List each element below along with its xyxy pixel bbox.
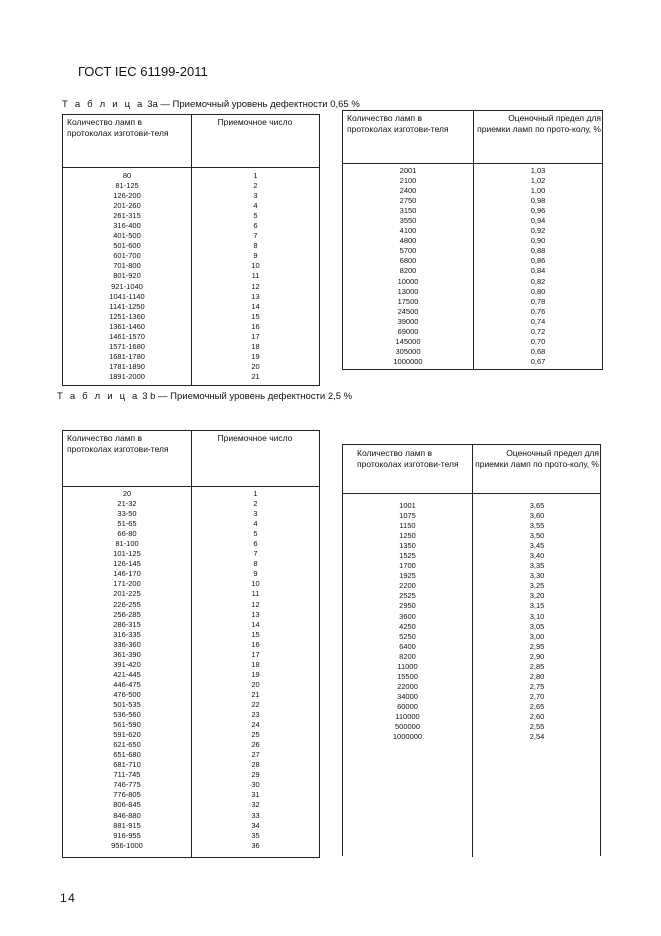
- table-cell: 15500: [397, 671, 418, 681]
- table-cell: 0,96: [530, 206, 546, 216]
- table-cell: 81-125: [115, 181, 139, 191]
- table-cell: 3: [253, 191, 258, 201]
- table-cell: 2,65: [529, 701, 545, 711]
- table-cell: 19: [251, 351, 260, 361]
- table-cell: 776-805: [113, 790, 141, 800]
- table-cell: 34: [251, 820, 260, 830]
- table-cell: 8: [253, 241, 258, 251]
- table-cell: 881-915: [113, 820, 141, 830]
- table-cell: 1150: [399, 521, 416, 531]
- table-cell: 32: [251, 800, 260, 810]
- table-cell: 1,02: [530, 176, 546, 186]
- table-cell: 621-650: [113, 740, 141, 750]
- table-cell: 11: [251, 271, 260, 281]
- table-cell: 24500: [397, 306, 419, 316]
- column-header-acceptance-number: Приемочное число: [217, 433, 293, 443]
- table-cell: 0,68: [530, 346, 546, 356]
- table-cell: 0,67: [530, 356, 546, 366]
- caption-text: 3 b — Приемочный уровень дефектности 2,5 %: [142, 391, 353, 402]
- table-cell: 1781-1890: [109, 361, 145, 371]
- table-cell: 711-745: [113, 770, 141, 780]
- table-cell: 651-680: [113, 750, 141, 760]
- table-cell: 9: [253, 251, 258, 261]
- table-cell: 336-360: [113, 639, 141, 649]
- table-cell: 1350: [399, 541, 416, 551]
- table-cell: 126-200: [113, 191, 141, 201]
- table-cell: 8: [253, 559, 258, 569]
- table-cell: 1075: [399, 511, 416, 521]
- table-cell: 3,60: [529, 511, 545, 521]
- table-cell: 2: [253, 181, 258, 191]
- header-separator: [63, 167, 319, 168]
- table-cell: 12: [251, 281, 260, 291]
- table-cell: 7: [253, 549, 258, 559]
- table-cell: 0,90: [530, 236, 546, 246]
- table-cell: 0,88: [530, 246, 546, 256]
- table-cell: 3: [253, 509, 258, 519]
- lamp-count-column: [343, 166, 473, 367]
- table-cell: 11: [251, 589, 260, 599]
- table-cell: 146-170: [113, 569, 141, 579]
- table-cell: 0,94: [530, 216, 546, 226]
- table-cell: 501-600: [113, 241, 141, 251]
- table-cell: 1925: [399, 571, 416, 581]
- table-cell: 3,10: [529, 611, 545, 621]
- table-3b-right: [342, 444, 601, 856]
- table-cell: 1525: [399, 551, 416, 561]
- table-cell: 10: [251, 261, 260, 271]
- table-cell: 316-400: [113, 221, 141, 231]
- table-cell: 33: [251, 810, 260, 820]
- table-cell: 23: [251, 710, 260, 720]
- table-cell: 13000: [397, 286, 419, 296]
- table-cell: 0,86: [530, 256, 546, 266]
- table-cell: 2950: [399, 601, 416, 611]
- table-cell: 2,54: [529, 732, 545, 742]
- table-cell: 501-535: [113, 699, 141, 709]
- table-cell: 30: [251, 780, 260, 790]
- table-cell: 806-845: [113, 800, 141, 810]
- table-cell: 17: [251, 331, 260, 341]
- table-cell: 1,00: [530, 186, 546, 196]
- table-cell: 956-1000: [111, 840, 143, 850]
- table-cell: 31: [251, 790, 260, 800]
- table-cell: 21-32: [117, 499, 137, 509]
- table-cell: 536-560: [113, 710, 141, 720]
- table-cell: 6: [253, 221, 258, 231]
- table-cell: 2525: [399, 591, 416, 601]
- column-header-lamp-count: Количество ламп в протоколах изготови-теля: [347, 113, 449, 134]
- table-cell: 6400: [399, 641, 416, 651]
- table-cell: 401-500: [113, 231, 141, 241]
- table-cell: 3,50: [529, 531, 545, 541]
- table-cell: 81-100: [115, 539, 139, 549]
- table-cell: 1000000: [393, 356, 423, 366]
- table-cell: 21: [251, 689, 260, 699]
- table-cell: 3,30: [529, 571, 545, 581]
- table-cell: 110000: [395, 711, 420, 721]
- table-cell: 8200: [399, 651, 416, 661]
- table-cell: 66-80: [117, 529, 137, 539]
- table-cell: 3,40: [529, 551, 545, 561]
- table-cell: 2,70: [529, 691, 545, 701]
- table-cell: 18: [251, 341, 260, 351]
- table-cell: 1681-1780: [109, 351, 145, 361]
- table-cell: 0,92: [530, 226, 546, 236]
- lamp-count-column: [63, 171, 191, 382]
- table-cell: 601-700: [113, 251, 141, 261]
- table-cell: 13: [251, 291, 260, 301]
- table-cell: 3,55: [529, 521, 545, 531]
- table-3b-caption: [57, 391, 352, 402]
- table-3b-left: [62, 430, 320, 858]
- table-cell: 6800: [399, 256, 417, 266]
- table-cell: 1251-1360: [109, 311, 145, 321]
- table-cell: 316-335: [113, 629, 141, 639]
- table-cell: 1250: [399, 531, 416, 541]
- table-cell: 145000: [395, 336, 421, 346]
- table-cell: 0,80: [530, 286, 546, 296]
- table-cell: 2001: [399, 166, 417, 175]
- lamp-count-column: [343, 501, 472, 742]
- table-cell: 261-315: [113, 211, 141, 221]
- table-cell: 101-125: [113, 549, 141, 559]
- table-cell: 701-800: [113, 261, 141, 271]
- document-header: ГОСТ IEC 61199-2011: [78, 64, 208, 79]
- table-cell: 3,15: [529, 601, 545, 611]
- table-cell: 24: [251, 720, 260, 730]
- table-cell: 2200: [399, 581, 416, 591]
- table-cell: 36: [251, 840, 260, 850]
- table-cell: 1571-1680: [109, 341, 145, 351]
- header-separator: [343, 163, 602, 164]
- table-cell: 5: [253, 211, 258, 221]
- table-cell: 3,65: [529, 501, 545, 510]
- table-cell: 20: [251, 679, 260, 689]
- table-cell: 51-65: [117, 519, 137, 529]
- table-cell: 446-475: [113, 679, 141, 689]
- table-cell: 2750: [399, 196, 417, 206]
- table-cell: 286-315: [113, 619, 141, 629]
- table-cell: 2,80: [529, 671, 545, 681]
- table-cell: 256-285: [113, 609, 141, 619]
- table-cell: 11000: [397, 661, 418, 671]
- table-cell: 5250: [399, 631, 416, 641]
- table-cell: 0,72: [530, 326, 546, 336]
- table-cell: 2,60: [529, 711, 545, 721]
- table-cell: 361-390: [113, 649, 141, 659]
- table-cell: 14: [251, 619, 260, 629]
- table-cell: 3,20: [529, 591, 545, 601]
- header-separator: [343, 493, 600, 494]
- caption-word: Т а б л и ц а: [62, 99, 145, 110]
- table-cell: 2: [253, 499, 258, 509]
- table-cell: 0,98: [530, 196, 546, 206]
- table-cell: 20: [122, 489, 132, 498]
- table-cell: 0,78: [530, 296, 546, 306]
- table-cell: 19: [251, 669, 260, 679]
- table-cell: 28: [251, 760, 260, 770]
- column-header-lamp-count: Количество ламп в протоколах изготови-теля: [67, 117, 169, 138]
- table-cell: 1361-1460: [109, 321, 145, 331]
- table-cell: 1000000: [392, 732, 423, 742]
- table-cell: 3,00: [529, 631, 545, 641]
- table-cell: 22: [251, 699, 260, 709]
- table-cell: 1: [253, 171, 258, 180]
- table-cell: 201-225: [113, 589, 141, 599]
- table-cell: 3,25: [529, 581, 545, 591]
- table-3a-right: [342, 110, 603, 370]
- table-cell: 1141-1250: [109, 301, 145, 311]
- table-cell: 476-500: [113, 689, 141, 699]
- table-cell: 12: [251, 599, 260, 609]
- table-cell: 421-445: [113, 669, 141, 679]
- table-cell: 1041-1140: [109, 291, 145, 301]
- table-cell: 4100: [399, 226, 417, 236]
- column-header-lamp-count: Количество ламп в протоколах изготови-теля: [67, 433, 169, 454]
- table-cell: 5700: [399, 246, 417, 256]
- table-cell: 4: [253, 201, 258, 211]
- table-cell: 29: [251, 770, 260, 780]
- table-cell: 20: [251, 361, 260, 371]
- table-cell: 18: [251, 659, 260, 669]
- column-header-acceptance-number: Приемочное число: [217, 117, 293, 127]
- table-cell: 16: [251, 321, 260, 331]
- table-cell: 39000: [397, 316, 419, 326]
- acceptance-number-column: [192, 171, 319, 382]
- page-number: 14: [60, 891, 77, 905]
- table-cell: 1: [253, 489, 258, 498]
- table-cell: 500000: [394, 722, 421, 732]
- table-cell: 3600: [399, 611, 416, 621]
- table-cell: 2,90: [529, 651, 545, 661]
- table-cell: 2,95: [529, 641, 545, 651]
- table-cell: 15: [251, 629, 260, 639]
- table-cell: 4250: [399, 621, 416, 631]
- table-cell: 2400: [399, 186, 417, 196]
- table-cell: 27: [251, 750, 260, 760]
- table-cell: 1461-1570: [109, 331, 145, 341]
- column-header-acceptance-limit: Оценочный предел для приемки ламп по прото-колу, %: [477, 113, 601, 134]
- table-cell: 0,74: [530, 316, 546, 326]
- acceptance-limit-column: [473, 501, 601, 742]
- table-cell: 2,85: [529, 661, 545, 671]
- table-cell: 1700: [399, 561, 416, 571]
- table-cell: 25: [251, 730, 260, 740]
- table-cell: 305000: [395, 346, 421, 356]
- header-separator: [63, 486, 319, 487]
- table-cell: 3550: [399, 216, 417, 226]
- table-cell: 2100: [399, 176, 417, 186]
- acceptance-number-column: [192, 489, 319, 851]
- table-cell: 15: [251, 311, 260, 321]
- table-3a-left: [62, 114, 320, 386]
- table-cell: 3150: [399, 206, 417, 216]
- table-cell: 60000: [397, 701, 418, 711]
- table-cell: 3,35: [529, 561, 545, 571]
- table-cell: 10: [251, 579, 260, 589]
- table-3a-caption: [62, 99, 360, 110]
- table-cell: 14: [251, 301, 260, 311]
- caption-word: Т а б л и ц а: [57, 391, 140, 402]
- table-cell: 226-255: [113, 599, 141, 609]
- table-cell: 10000: [397, 276, 419, 286]
- table-cell: 921-1040: [111, 281, 143, 291]
- table-cell: 171-200: [113, 579, 141, 589]
- table-cell: 561-590: [113, 720, 141, 730]
- table-cell: 4: [253, 519, 258, 529]
- table-cell: 4800: [399, 236, 417, 246]
- table-cell: 916-955: [113, 830, 141, 840]
- table-cell: 21: [251, 371, 260, 381]
- table-cell: 846-880: [113, 810, 141, 820]
- table-cell: 3,45: [529, 541, 545, 551]
- table-cell: 17: [251, 649, 260, 659]
- table-cell: 9: [253, 569, 258, 579]
- table-cell: 69000: [397, 326, 419, 336]
- table-cell: 16: [251, 639, 260, 649]
- table-cell: 201-260: [113, 201, 141, 211]
- table-cell: 0,84: [530, 266, 546, 276]
- table-cell: 2,75: [529, 681, 545, 691]
- table-cell: 0,76: [530, 306, 546, 316]
- table-cell: 591-620: [113, 730, 141, 740]
- table-cell: 35: [251, 830, 260, 840]
- table-cell: 13: [251, 609, 260, 619]
- column-header-lamp-count: Количество ламп в протоколах изготови-теля: [357, 448, 459, 469]
- table-cell: 746-775: [113, 780, 141, 790]
- lamp-count-column: [63, 489, 191, 851]
- table-cell: 1891-2000: [109, 371, 145, 381]
- column-header-acceptance-limit: Оценочный предел для приемки ламп по прото-колу, %: [475, 448, 599, 469]
- table-cell: 6: [253, 539, 258, 549]
- table-cell: 1,03: [530, 166, 546, 175]
- table-cell: 801-920: [113, 271, 141, 281]
- table-cell: 126-145: [113, 559, 141, 569]
- table-cell: 8200: [399, 266, 417, 276]
- caption-text: 3а — Приемочный уровень дефектности 0,65 %: [147, 99, 360, 110]
- table-cell: 3,05: [529, 621, 545, 631]
- table-cell: 17500: [397, 296, 419, 306]
- table-cell: 33-50: [117, 509, 137, 519]
- table-cell: 5: [253, 529, 258, 539]
- table-cell: 22000: [397, 681, 418, 691]
- table-cell: 26: [251, 740, 260, 750]
- table-cell: 7: [253, 231, 258, 241]
- table-cell: 1001: [399, 501, 416, 510]
- table-cell: 34000: [397, 691, 418, 701]
- acceptance-limit-column: [474, 166, 602, 367]
- table-cell: 2,55: [529, 722, 545, 732]
- table-cell: 80: [122, 171, 132, 180]
- table-cell: 0,82: [530, 276, 546, 286]
- table-cell: 0,70: [530, 336, 546, 346]
- table-cell: 391-420: [113, 659, 141, 669]
- table-cell: 681-710: [113, 760, 141, 770]
